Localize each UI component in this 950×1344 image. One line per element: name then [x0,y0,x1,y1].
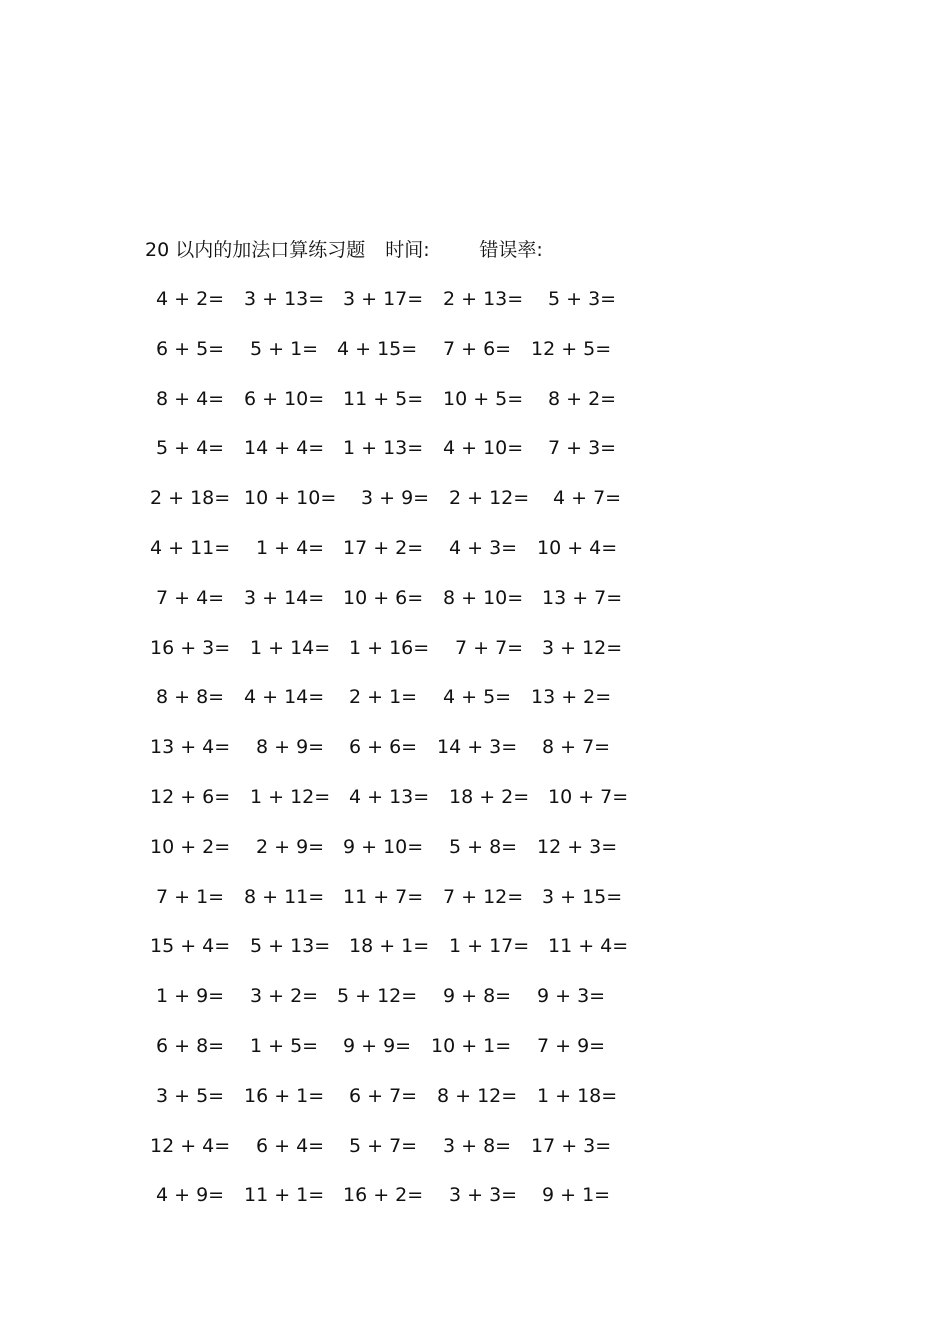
problem-row [0,434,950,484]
addition-problem: 4 + 5= [443,686,512,709]
addition-problem: 3 + 17= [343,288,424,310]
problem-row [0,534,950,584]
addition-problem: 3 + 3= [449,1184,518,1207]
addition-problem: 7 + 6= [443,337,512,360]
addition-problem: 8 + 8= [156,686,225,709]
addition-problem: 5 + 8= [449,835,518,858]
addition-problem: 10 + 6= [343,586,424,609]
addition-problem: 9 + 3= [537,985,606,1008]
addition-problem: 4 + 10= [443,437,524,460]
problem-row [0,833,950,883]
addition-problem: 7 + 1= [156,885,225,908]
problem-row [0,335,950,385]
addition-problem: 12 + 5= [531,337,612,360]
addition-problem: 7 + 3= [548,437,617,460]
addition-problem: 14 + 3= [437,736,518,759]
problem-row [0,932,950,982]
addition-problem: 1 + 5= [250,1034,319,1057]
addition-problem: 6 + 7= [349,1084,418,1107]
addition-problem: 18 + 2= [449,785,530,808]
addition-problem: 16 + 3= [150,636,231,659]
addition-problem: 4 + 3= [449,536,518,559]
addition-problem: 3 + 2= [250,985,319,1008]
addition-problem: 9 + 9= [343,1034,412,1057]
worksheet-title: 20 以内的加法口算练习题 [145,239,366,261]
addition-problem: 16 + 1= [244,1084,325,1107]
addition-problem: 3 + 8= [443,1134,512,1157]
addition-problem: 1 + 4= [256,536,325,559]
addition-problem: 5 + 1= [250,337,319,360]
addition-problem: 12 + 4= [150,1134,231,1157]
addition-problem: 2 + 9= [256,835,325,858]
addition-problem: 10 + 10= [244,487,337,510]
addition-problem: 8 + 4= [156,387,225,410]
addition-problem: 1 + 12= [250,785,331,808]
problem-row [0,385,950,435]
addition-problem: 3 + 14= [244,586,325,609]
addition-problem: 9 + 10= [343,835,424,858]
problem-row [0,1132,950,1182]
problem-row [0,783,950,833]
addition-problem: 7 + 7= [455,636,524,659]
addition-problem: 4 + 11= [150,536,231,559]
addition-problem: 7 + 9= [537,1034,606,1057]
addition-problem: 7 + 4= [156,586,225,609]
error-rate-label: 错误率: [479,239,543,261]
addition-problem: 5 + 4= [156,437,225,460]
addition-problem: 5 + 12= [337,985,418,1008]
problem-row [0,982,950,1032]
problem-row [0,683,950,733]
problem-row [0,584,950,634]
addition-problem: 3 + 5= [156,1084,225,1107]
addition-problem: 9 + 8= [443,985,512,1008]
addition-problem: 10 + 4= [537,536,618,559]
addition-problem: 11 + 7= [343,885,424,908]
addition-problem: 17 + 2= [343,536,424,559]
addition-problem: 11 + 1= [244,1184,325,1207]
addition-problem: 2 + 13= [443,288,524,310]
problem-row [0,285,950,335]
problem-row [0,634,950,684]
addition-problem: 6 + 6= [349,736,418,759]
addition-problem: 3 + 9= [361,487,430,510]
addition-problem: 13 + 2= [531,686,612,709]
problem-row [0,1181,950,1231]
addition-problem: 4 + 14= [244,686,325,709]
addition-problem: 1 + 16= [349,636,430,659]
problem-row [0,733,950,783]
addition-problem: 15 + 4= [150,935,231,958]
addition-problem: 1 + 17= [449,935,530,958]
addition-problem: 8 + 10= [443,586,524,609]
addition-problem: 14 + 4= [244,437,325,460]
addition-problem: 8 + 11= [244,885,325,908]
problem-row [0,883,950,933]
addition-problem: 3 + 15= [542,885,623,908]
addition-problem: 12 + 3= [537,835,618,858]
addition-problem: 17 + 3= [531,1134,612,1157]
addition-problem: 11 + 4= [548,935,629,958]
addition-problem: 3 + 13= [244,288,325,310]
addition-problem: 2 + 1= [349,686,418,709]
addition-problem: 12 + 6= [150,785,231,808]
addition-problem: 7 + 12= [443,885,524,908]
addition-problem: 1 + 14= [250,636,331,659]
addition-problem: 10 + 1= [431,1034,512,1057]
addition-problem: 13 + 7= [542,586,623,609]
worksheet-header [145,236,543,264]
addition-problem: 2 + 18= [150,487,231,510]
addition-problem: 1 + 18= [537,1084,618,1107]
addition-problem: 5 + 3= [548,288,617,310]
addition-problem: 16 + 2= [343,1184,424,1207]
addition-problem: 4 + 2= [156,288,225,310]
addition-problem: 1 + 9= [156,985,225,1008]
addition-problem: 4 + 9= [156,1184,225,1207]
addition-problem: 4 + 13= [349,785,430,808]
problem-row [0,484,950,534]
addition-problem: 9 + 1= [542,1184,611,1207]
addition-problem: 13 + 4= [150,736,231,759]
addition-problem: 5 + 13= [250,935,331,958]
addition-problem: 6 + 8= [156,1034,225,1057]
problem-row [0,1032,950,1082]
addition-problem: 10 + 2= [150,835,231,858]
addition-problem: 10 + 5= [443,387,524,410]
addition-problem: 6 + 10= [244,387,325,410]
time-label: 时间: [385,239,430,261]
addition-problem: 8 + 12= [437,1084,518,1107]
addition-problem: 3 + 12= [542,636,623,659]
addition-problem: 8 + 9= [256,736,325,759]
addition-problem: 4 + 7= [553,487,622,510]
addition-problem: 18 + 1= [349,935,430,958]
problem-row [0,1082,950,1132]
addition-problem: 5 + 7= [349,1134,418,1157]
addition-problem: 10 + 7= [548,785,629,808]
addition-problem: 6 + 5= [156,337,225,360]
problem-grid [0,285,950,1231]
addition-problem: 8 + 2= [548,387,617,410]
addition-problem: 8 + 7= [542,736,611,759]
addition-problem: 11 + 5= [343,387,424,410]
addition-problem: 1 + 13= [343,437,424,460]
addition-problem: 2 + 12= [449,487,530,510]
addition-problem: 4 + 15= [337,337,418,360]
addition-problem: 6 + 4= [256,1134,325,1157]
